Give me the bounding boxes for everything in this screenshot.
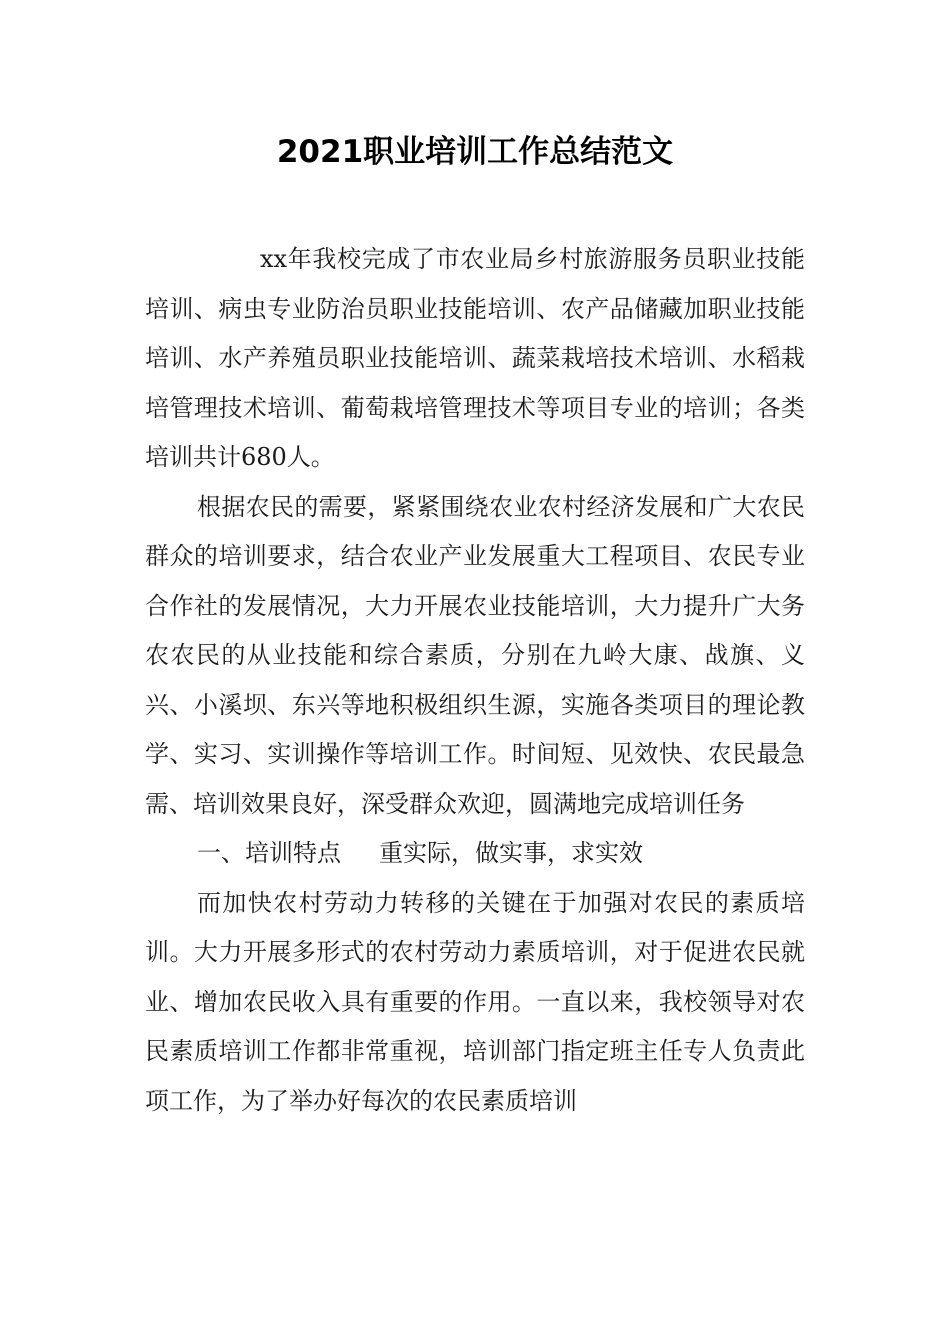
paragraph-2: 根据农民的需要，紧紧围绕农业农村经济发展和广大农民群众的培训要求，结合农业产业发展重大工程项目、农民专业合作社的发展情况，大力开展农业技能培训，大力提升广大务农农民的从业技能和综合素质，分别在九岭大康、战旗、义兴、小溪坝、东兴等地积极组织生源，实施各类项目的理论教学、实习、实训操作等培训工作。时间短、见效快、农民最急需、培训效果良好，深受群众欢迎，圆满地完成培训任务 xyxy=(145,492,805,818)
paragraph-1: xx年我校完成了市农业局乡村旅游服务员职业技能培训、病虫专业防治员职业技能培训、农产品储藏加职业技能培训、水产养殖员职业技能培训、蔬菜栽培技术培训、水稻栽培管理技术培训、葡萄栽培管理技术等项目专业的培训；各类培训共计680人。 xyxy=(145,245,805,471)
section-heading xyxy=(145,829,805,879)
paragraph-3: 而加快农村劳动力转移的关键在于加强对农民的素质培训。大力开展多形式的农村劳动力素质培训，对于促进农民就业、增加农民收入具有重要的作用。一直以来，我校领导对农民素质培训工作都非常重视，培训部门指定班主任专人负责此项工作，为了举办好每次的农民素质培训 xyxy=(145,888,805,1115)
document-title: 2021职业培训工作总结范文 xyxy=(276,134,674,170)
section-heading-subtitle: 重实际，做实事，求实效 xyxy=(379,839,643,867)
section-heading-label: 一、培训特点 xyxy=(197,839,341,867)
document-body xyxy=(145,235,805,1126)
